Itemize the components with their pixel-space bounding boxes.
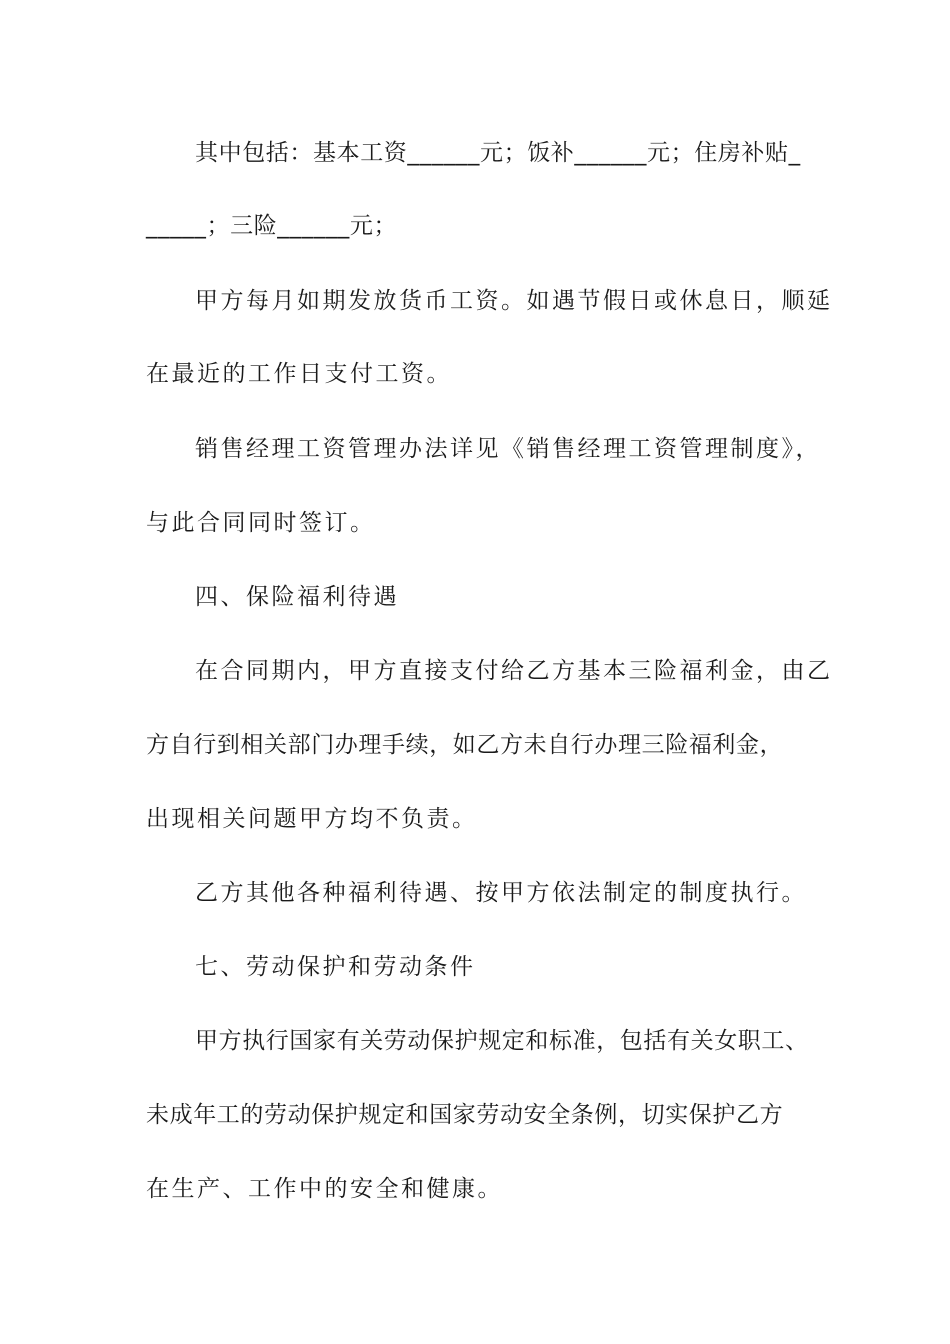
paragraph-line-insurance-cont-2: 出现相关问题甲方均不负责。 <box>146 806 478 832</box>
paragraph-line-salary-policy-cont: 与此合同同时签订。 <box>146 510 376 536</box>
paragraph-line-salary-breakdown: 其中包括：基本工资______元；饭补______元；住房补贴_ <box>195 140 801 166</box>
paragraph-line-insurance-cont-1: 方自行到相关部门办理手续，如乙方未自行办理三险福利金， <box>146 732 784 758</box>
paragraph-line-payment-schedule: 甲方每月如期发放货币工资。如遇节假日或休息日，顺延 <box>195 288 833 314</box>
paragraph-line-payment-schedule-cont: 在最近的工作日支付工资。 <box>146 361 452 387</box>
paragraph-line-other-benefits: 乙方其他各种福利待遇、按甲方依法制定的制度执行。 <box>195 880 807 906</box>
section-heading-insurance: 四、保险福利待遇 <box>195 584 399 610</box>
paragraph-line-labor-protection-cont-2: 在生产、工作中的安全和健康。 <box>146 1176 503 1202</box>
paragraph-line-labor-protection-cont-1: 未成年工的劳动保护规定和国家劳动安全条例，切实保护乙方 <box>146 1102 784 1128</box>
paragraph-line-salary-policy: 销售经理工资管理办法详见《销售经理工资管理制度》， <box>195 436 821 462</box>
paragraph-line-insurance: 在合同期内，甲方直接支付给乙方基本三险福利金，由乙 <box>195 658 833 684</box>
section-heading-labor-protection: 七、劳动保护和劳动条件 <box>195 954 476 980</box>
paragraph-line-salary-breakdown-cont: _____；三险______元； <box>146 213 398 239</box>
paragraph-line-labor-protection: 甲方执行国家有关劳动保护规定和标准，包括有关女职工、 <box>195 1028 809 1054</box>
